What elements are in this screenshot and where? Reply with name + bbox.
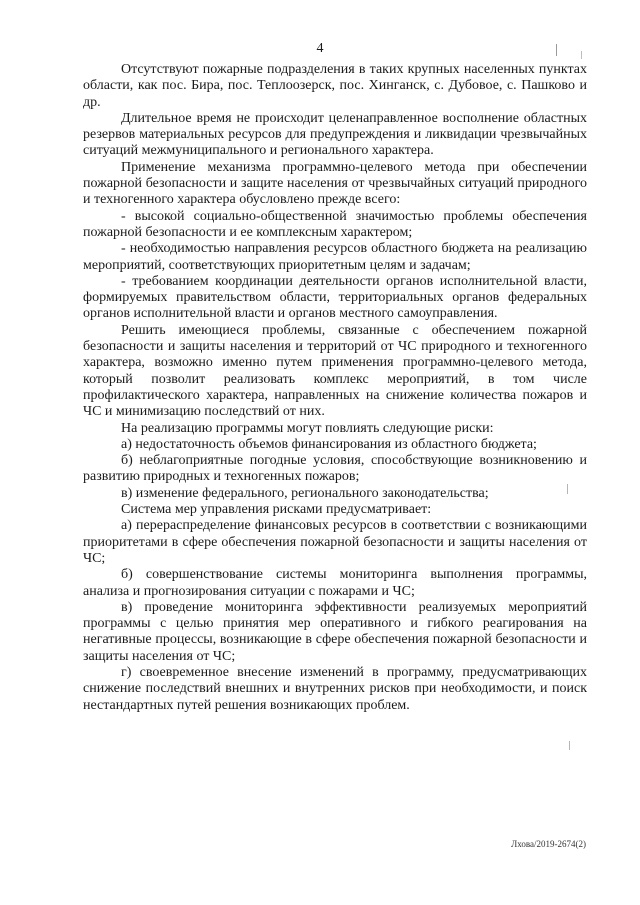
scan-mark xyxy=(556,44,557,56)
paragraph: Длительное время не происходит целенаправленное восполнение областных резервов материальных ресурсов для предупреждения и ликвидации чрезвычайных ситуаций межмуниципального и регионального характера. xyxy=(83,110,587,159)
scan-mark xyxy=(569,741,570,750)
list-item: а) недостаточность объемов финансирования из областного бюджета; xyxy=(121,436,537,452)
paragraph: На реализацию программы могут повлиять следующие риски: xyxy=(121,420,494,436)
scan-mark xyxy=(581,51,582,59)
paragraph: Применение механизма программно-целевого метода при обеспечении пожарной безопасности и защите населения от чрезвычайных ситуаций природного и техногенного характера обусловлено прежде всего: xyxy=(83,159,587,208)
list-item: - требованием координации деятельности органов исполнительной власти, формируемых правительством области, территориальных органов федеральных органов исполнительной власти и органов местного самоуправления. xyxy=(83,273,587,322)
list-item: в) изменение федерального, регионального законодательства; xyxy=(121,485,489,501)
paragraph: Решить имеющиеся проблемы, связанные с обеспечением пожарной безопасности и защиты населения и территорий от ЧС природного и техногенного характера, возможно именно путем применения программно-целевого метода, который позволит реализовать комплекс мероприятий, в том числе профилактического характера, направленных на снижение количества пожаров и ЧС и минимизацию последствий от них. xyxy=(83,322,587,420)
document-body xyxy=(83,62,587,714)
list-item: б) неблагоприятные погодные условия, способствующие возникновению и развитию природных и техногенных пожаров; xyxy=(83,453,587,485)
list-item: в) проведение мониторинга эффективности реализуемых мероприятий программы с целью принятия мер оперативного и гибкого реагирования на негативные процессы, возникающие в сфере обеспечения пожарной безопасности и защиты населения от ЧС; xyxy=(83,599,587,664)
list-item: б) совершенствование системы мониторинга выполнения программы, анализа и прогнозирования ситуации с пожарами и ЧС; xyxy=(83,567,587,599)
document-code: Лхова/2019-2674(2) xyxy=(511,839,586,849)
paragraph: Отсутствуют пожарные подразделения в таких крупных населенных пунктах области, как пос. Бира, пос. Теплоозерск, пос. Хинганск, с. Дубовое, с. Пашково и др. xyxy=(83,62,587,110)
paragraph: Система мер управления рисками предусматривает: xyxy=(121,502,432,518)
list-item: - высокой социально-общественной значимостью проблемы обеспечения пожарной безопасности и ее комплексным характером; xyxy=(83,208,587,240)
list-item: - необходимостью направления ресурсов областного бюджета на реализацию мероприятий, соответствующих приоритетным целям и задачам; xyxy=(83,241,587,273)
page-number: 4 xyxy=(316,41,324,56)
list-item: г) своевременное внесение изменений в программу, предусматривающих снижение последствий внешних и внутренних рисков при необходимости, и поиск нестандартных путей решения возникающих проблем. xyxy=(83,664,587,713)
list-item: а) перераспределение финансовых ресурсов в соответствии с возникающими приоритетами в сфере обеспечения пожарной безопасности и защиты населения от ЧС; xyxy=(83,518,587,566)
